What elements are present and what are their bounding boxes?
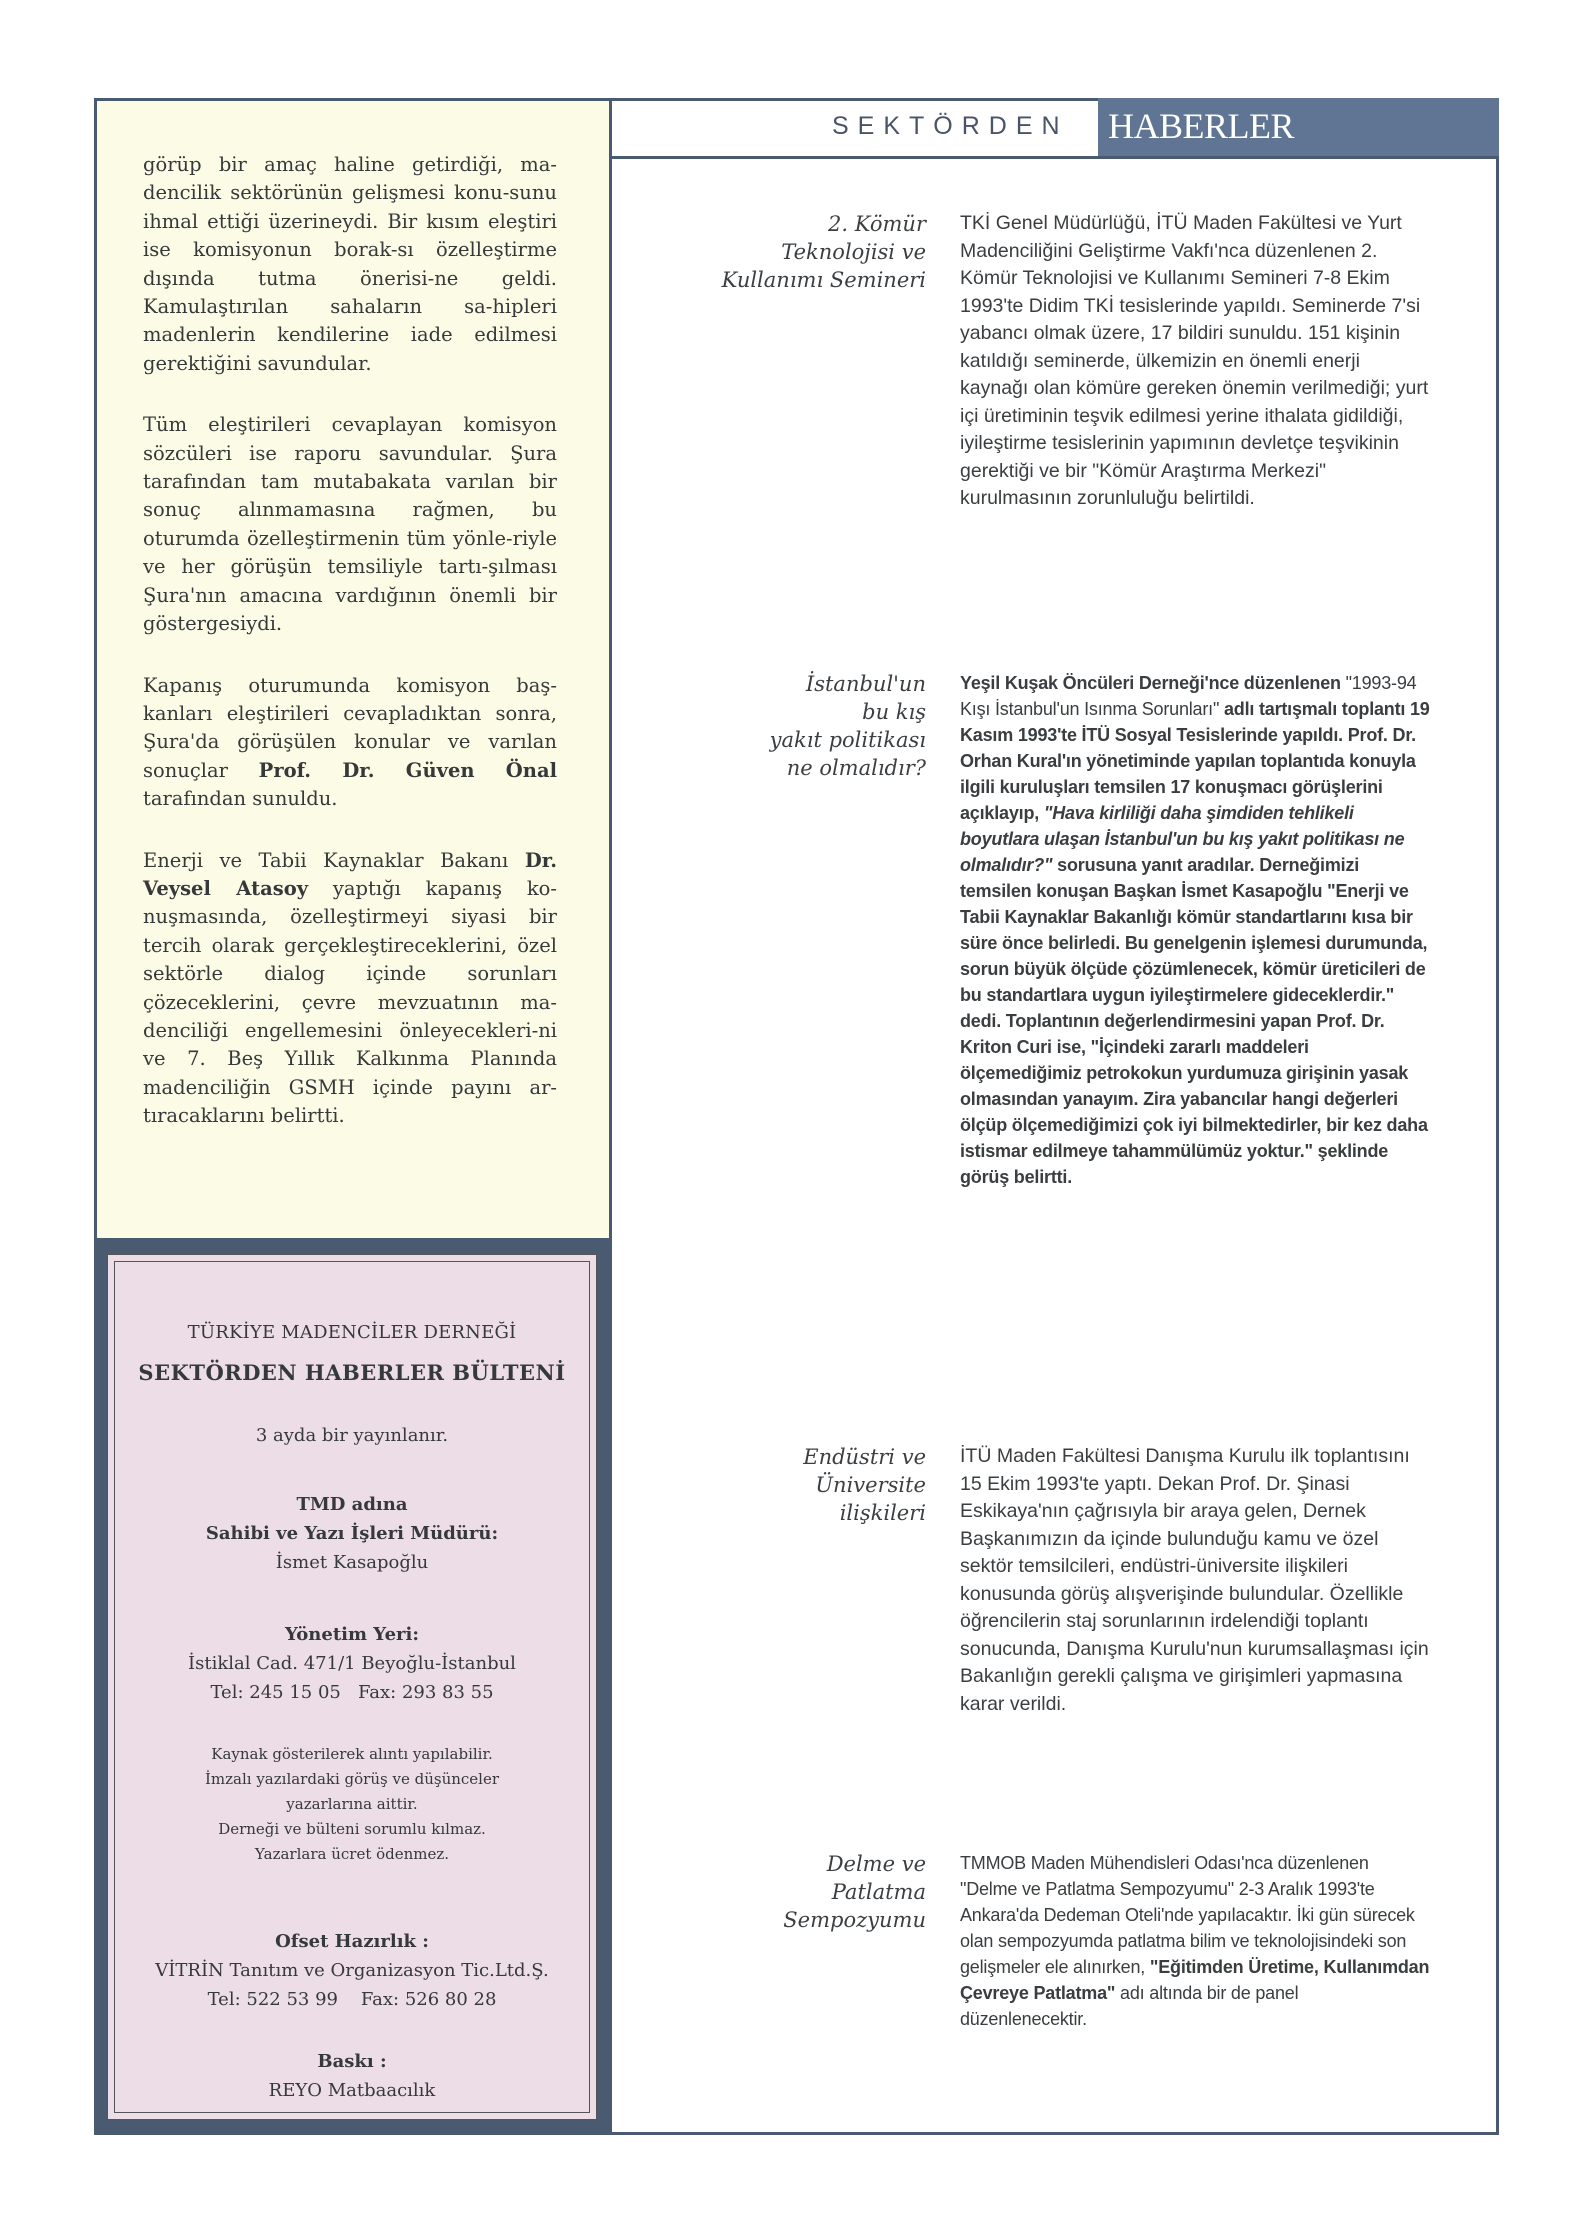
disclaimer-line: Derneği ve bülteni sorumlu kılmaz.	[218, 1820, 486, 1838]
news-title-line: Sempozyumu	[783, 1908, 926, 1932]
news-body	[960, 1443, 1430, 1718]
news-text-run: Yeşil Kuşak Öncüleri Derneği'nce düzenlenen	[960, 673, 1346, 693]
imprint-owner-block	[115, 1490, 589, 1577]
news-text-run: TMMOB Maden Mühendisleri Odası'nca düzenlenen "Delme ve Patlatma Sempozyumu" 2-3 Aralık 1993'te Ankara'da Dedeman Oteli'nde yapılacaktır. İki gün sürecek olan sempozyumda patlatma bilim ve teknolojisindeki son gelişmeler ele alınırken,	[960, 1853, 1415, 1977]
imprint-organization: TÜRKİYE MADENCİLER DERNEĞİ	[187, 1322, 517, 1343]
imprint-prepress-label: Ofset Hazırlık :	[275, 1931, 429, 1952]
left-column	[94, 98, 612, 2135]
imprint-owner-name: İsmet Kasapoğlu	[275, 1552, 429, 1573]
text-run: tarafından sunuldu.	[143, 787, 338, 811]
text-run: Tüm eleştirileri cevaplayan komisyon sözcüleri ise raporu savundular. Şura tarafından tam mutabakata varılan bir sonuç alınmamasına rağmen, bu oturumda özelleştirmenin tüm yönle-riyle ve her görüşün temsiliyle tartı-şılması Şura'nın amacına vardığının önemli bir göstergesiydi.	[143, 413, 557, 636]
section-header-plain-word: SEKTÖRDEN	[832, 112, 1069, 140]
imprint-owner-label-1: TMD adına	[296, 1494, 408, 1515]
news-title-line: Endüstri ve	[803, 1445, 926, 1469]
news-column	[612, 98, 1499, 2135]
article-paragraph	[143, 672, 557, 814]
section-header-band	[1098, 98, 1499, 156]
article-continuation-box	[97, 101, 609, 1238]
person-name: Prof. Dr. Güven Önal	[258, 758, 558, 782]
news-title	[612, 210, 926, 294]
imprint-print-label: Baskı :	[317, 2051, 387, 2072]
news-body	[960, 670, 1430, 1190]
imprint-print-block	[115, 2047, 589, 2105]
imprint-owner-label-2: Sahibi ve Yazı İşleri Müdürü:	[205, 1523, 499, 1544]
text-run: Enerji ve Tabii Kaynaklar Bakanı	[143, 848, 525, 872]
news-title	[612, 670, 926, 782]
news-text-run: "Hava kirliliği daha şimdiden tehlikeli boyutlara ulaşan İstanbul'un bu kış yakıt politikası ne olmalıdır?"	[960, 803, 1405, 875]
news-text-run: sorusuna yanıt aradılar. Derneğimizi temsilen konuşan Başkan İsmet Kasapoğlu "Enerji ve Tabii Kaynaklar Bakanlığı kömür standartlarını kısa bir süre önce belirledi. Bu genelgenin işlemesi durumunda, sorun büyük ölçüde çözümlenecek, kömür üreticileri de bu standartlara uygun iyileştirmelere gideceklerdir." dedi. Toplantının değerlendirmesini yapan Prof. Dr. Kriton Curi ise, "İçindeki zararlı maddeleri ölçemediğimiz petrokokun yurdumuza girişinin yasak olmasından yanayım. Zira yabancılar hangi değerleri ölçüp ölçemediğimizi çok iyi bilmektedirler, bir kez daha istismar edilmeye tahammülümüz yoktur." şeklinde görüş belirtti.	[960, 855, 1428, 1187]
imprint-print-company: REYO Matbaacılık	[268, 2080, 436, 2101]
news-title-line: İstanbul'un	[805, 672, 926, 696]
imprint-inner-border	[114, 1261, 590, 2113]
article-paragraph	[143, 847, 557, 1131]
news-text-run: "Eğitimden Üretime, Kullanımdan Çevreye Patlatma"	[960, 1957, 1430, 2003]
text-run: görüp bir amaç haline getirdiği, ma-dencilik sektörünün gelişmesi konu-sunu ihmal ettiği üzerineydi. Bir kısım eleştiri ise komisyonun borak-sı özelleştirme dışında tutma önerisi-ne geldi. Kamulaştırılan sahaların sa-hipleri madenlerin kendilerine iade edilmesi gerektiğini savundular.	[143, 153, 557, 375]
section-header-band-word: HABERLER	[1108, 106, 1295, 146]
imprint-bulletin-title: SEKTÖRDEN HABERLER BÜLTENİ	[138, 1360, 566, 1385]
news-title-line: ilişkileri	[839, 1501, 926, 1525]
text-run: yaptığı kapanış ko-nuşmasında, özelleştirmeyi siyasi bir tercih olarak gerçekleştireceklerini, özel sektörle dialog içinde sorunları çözeceklerini, çevre mevzuatının ma-denciliği engellemesini önleyecekleri-ni ve 7. Beş Yıllık Kalkınma Planında madenciliğin GSMH içinde payını ar-tıracaklarını belirtti.	[143, 876, 557, 1128]
news-text-run: adı altında bir de panel düzenlenecektir.	[960, 1983, 1299, 2029]
article-continuation-text	[143, 151, 557, 1164]
imprint-disclaimer	[115, 1742, 589, 1867]
news-title-line: Patlatma	[831, 1880, 926, 1904]
imprint-box	[107, 1254, 597, 2120]
news-text-run: İTÜ Maden Fakültesi Danışma Kurulu ilk toplantısını 15 Ekim 1993'te yaptı. Dekan Prof. Dr. Şinasi Eskikaya'nın çağrısıyla bir araya gelen, Dernek Başkanımızın da içinde bulunduğu kamu ve özel sektör temsilcileri, endüstri-üniversite ilişkileri konusunda görüş alışverişinde bulundular. Özellikle öğrencilerin staj sorunlarının irdelendiği toplantı sonucunda, Danışma Kurulu'nun kurumsallaşması için Bakanlığın gerekli çalışma ve girişimleri yapmasına karar verildi.	[960, 1445, 1429, 1715]
news-title-line: Üniversite	[815, 1473, 926, 1497]
news-title-line: 2. Kömür	[828, 212, 926, 236]
imprint-prepress-phone: Tel: 522 53 99 Fax: 526 80 28	[207, 1989, 497, 2010]
disclaimer-line: Yazarlara ücret ödenmez.	[254, 1845, 450, 1863]
article-paragraph	[143, 151, 557, 378]
imprint-office-block	[115, 1620, 589, 1707]
disclaimer-line: Kaynak gösterilerek alıntı yapılabilir.	[211, 1745, 493, 1763]
news-title-line: Kullanımı Semineri	[721, 268, 926, 292]
news-body	[960, 210, 1430, 513]
person-name: Dr. Veysel Atasoy	[143, 848, 557, 900]
news-title	[612, 1443, 926, 1527]
imprint-prepress-block	[115, 1927, 589, 2014]
disclaimer-line: yazarlarına aittir.	[286, 1795, 418, 1813]
news-text-run: TKİ Genel Müdürlüğü, İTÜ Maden Fakültesi ve Yurt Madenciliğini Geliştirme Vakfı'nca düzenlenen 2. Kömür Teknolojisi ve Kullanımı Semineri 7-8 Ekim 1993'te Didim TKİ tesislerinde yapıldı. Seminerde 7'si yabancı olmak üzere, 17 bildiri sunuldu. 151 kişinin katıldığı seminerde, ülkemizin en önemli enerji kaynağı olan kömüre gereken önemin verilmediği; yurt içi üretiminin teşvik edilmesi yerine ithalata gidildiği, iyileştirme tesislerinin yapımının devletçe teşvikinin gerektiği ve bir "Kömür Araştırma Merkezi" kurulmasının zorunluluğu belirtildi.	[960, 212, 1429, 509]
news-title-line: Delme ve	[826, 1852, 926, 1876]
imprint-prepress-company: VİTRİN Tanıtım ve Organizasyon Tic.Ltd.Ş.	[155, 1960, 549, 1981]
imprint-office-label: Yönetim Yeri:	[285, 1624, 419, 1645]
news-title	[612, 1850, 926, 1934]
news-title-line: yakıt politikası	[769, 728, 926, 752]
section-header	[612, 98, 1499, 159]
imprint-office-address: İstiklal Cad. 471/1 Beyoğlu-İstanbul	[188, 1653, 516, 1674]
news-body	[960, 1850, 1430, 2032]
disclaimer-line: İmzalı yazılardaki görüş ve düşünceler	[204, 1770, 500, 1788]
news-title-line: ne olmalıdır?	[786, 756, 926, 780]
news-text-run: adlı tartışmalı toplantı 19 Kasım 1993'te İTÜ Sosyal Tesislerinde yapıldı. Prof. Dr. Orhan Kural'ın yönetiminde yapılan toplantıda konuyla ilgili kuruluşları temsilen 17 konuşmacı görüşlerini açıklayıp,	[960, 699, 1430, 823]
imprint-office-phone: Tel: 245 15 05 Fax: 293 83 55	[210, 1682, 494, 1703]
imprint-frequency: 3 ayda bir yayınlanır.	[255, 1425, 449, 1446]
text-run: Kapanış oturumunda komisyon baş-kanları eleştirileri cevapladıktan sonra, Şura'da görüşülen konular ve varılan sonuçlar	[143, 673, 557, 782]
news-text-run: "1993-94 Kışı İstanbul'un Isınma Sorunları"	[960, 673, 1417, 719]
news-title-line: Teknolojisi ve	[781, 240, 926, 264]
article-paragraph	[143, 411, 557, 638]
news-title-line: bu kış	[862, 700, 926, 724]
